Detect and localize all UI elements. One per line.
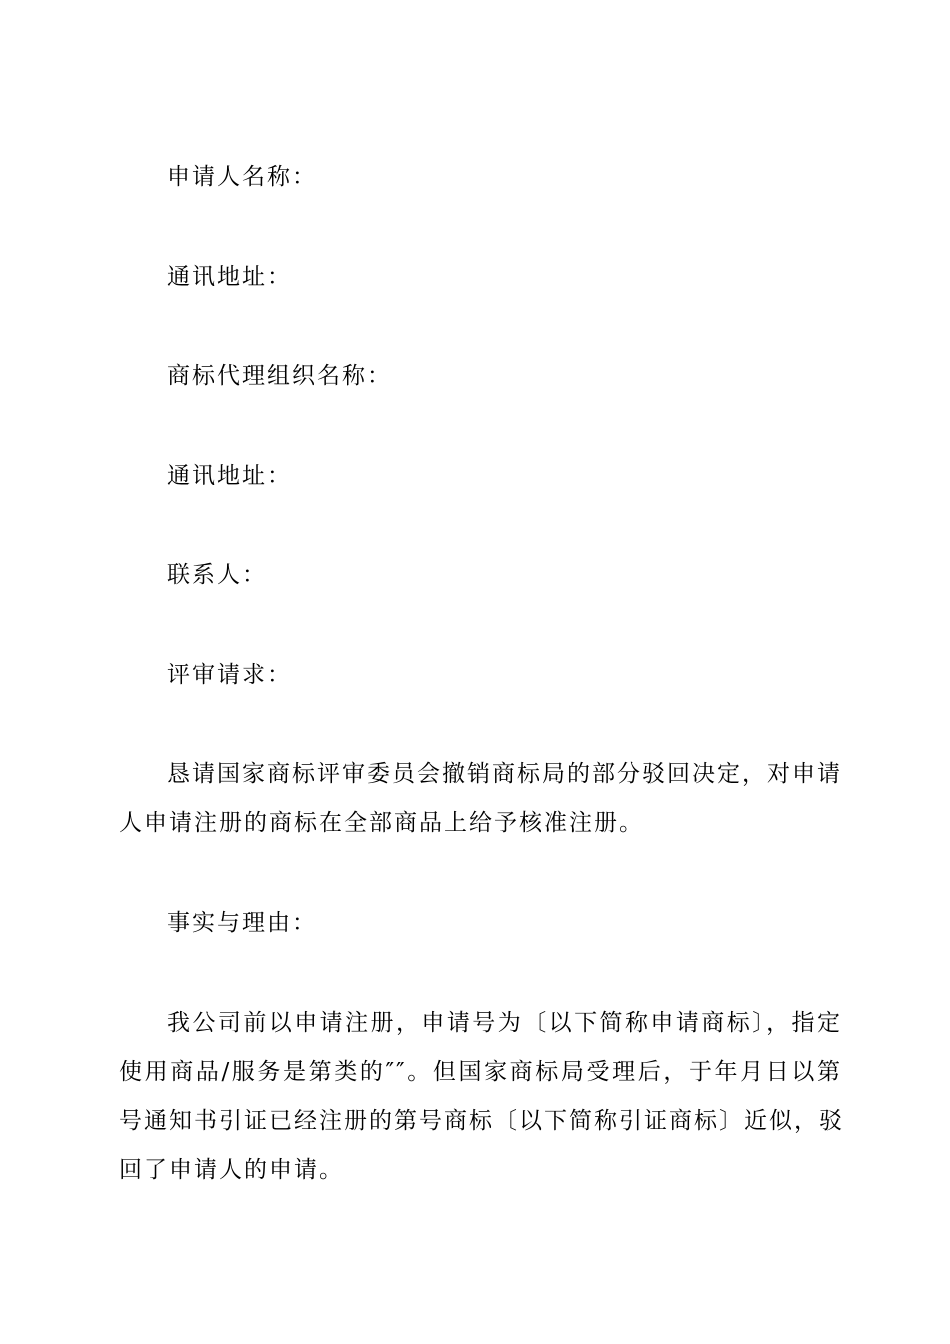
field-agency-name: 商标代理组织名称：: [167, 363, 392, 389]
facts-heading: 事实与理由：: [167, 910, 317, 936]
field-applicant-address: 通讯地址：: [167, 264, 292, 290]
field-applicant-name: 申请人名称：: [167, 164, 317, 190]
request-paragraph-line-1: 恳请国家商标评审委员会撤销商标局的部分驳回决定，对申请: [167, 761, 842, 787]
facts-paragraph-line-2: 使用商品/服务是第类的″″。但国家商标局受理后，于年月日以第: [119, 1059, 842, 1085]
facts-paragraph-line-1: 我公司前以申请注册，申请号为〔以下简称申请商标〕，指定: [167, 1010, 842, 1036]
request-paragraph-line-2: 人申请注册的商标在全部商品上给予核准注册。: [119, 810, 644, 836]
field-contact: 联系人：: [167, 562, 267, 588]
facts-paragraph-line-3: 号通知书引证已经注册的第号商标〔以下简称引证商标〕近似，驳: [119, 1108, 844, 1134]
facts-paragraph-line-4: 回了申请人的申请。: [119, 1157, 344, 1183]
field-agency-address: 通讯地址：: [167, 463, 292, 489]
field-review-request: 评审请求：: [167, 662, 292, 688]
